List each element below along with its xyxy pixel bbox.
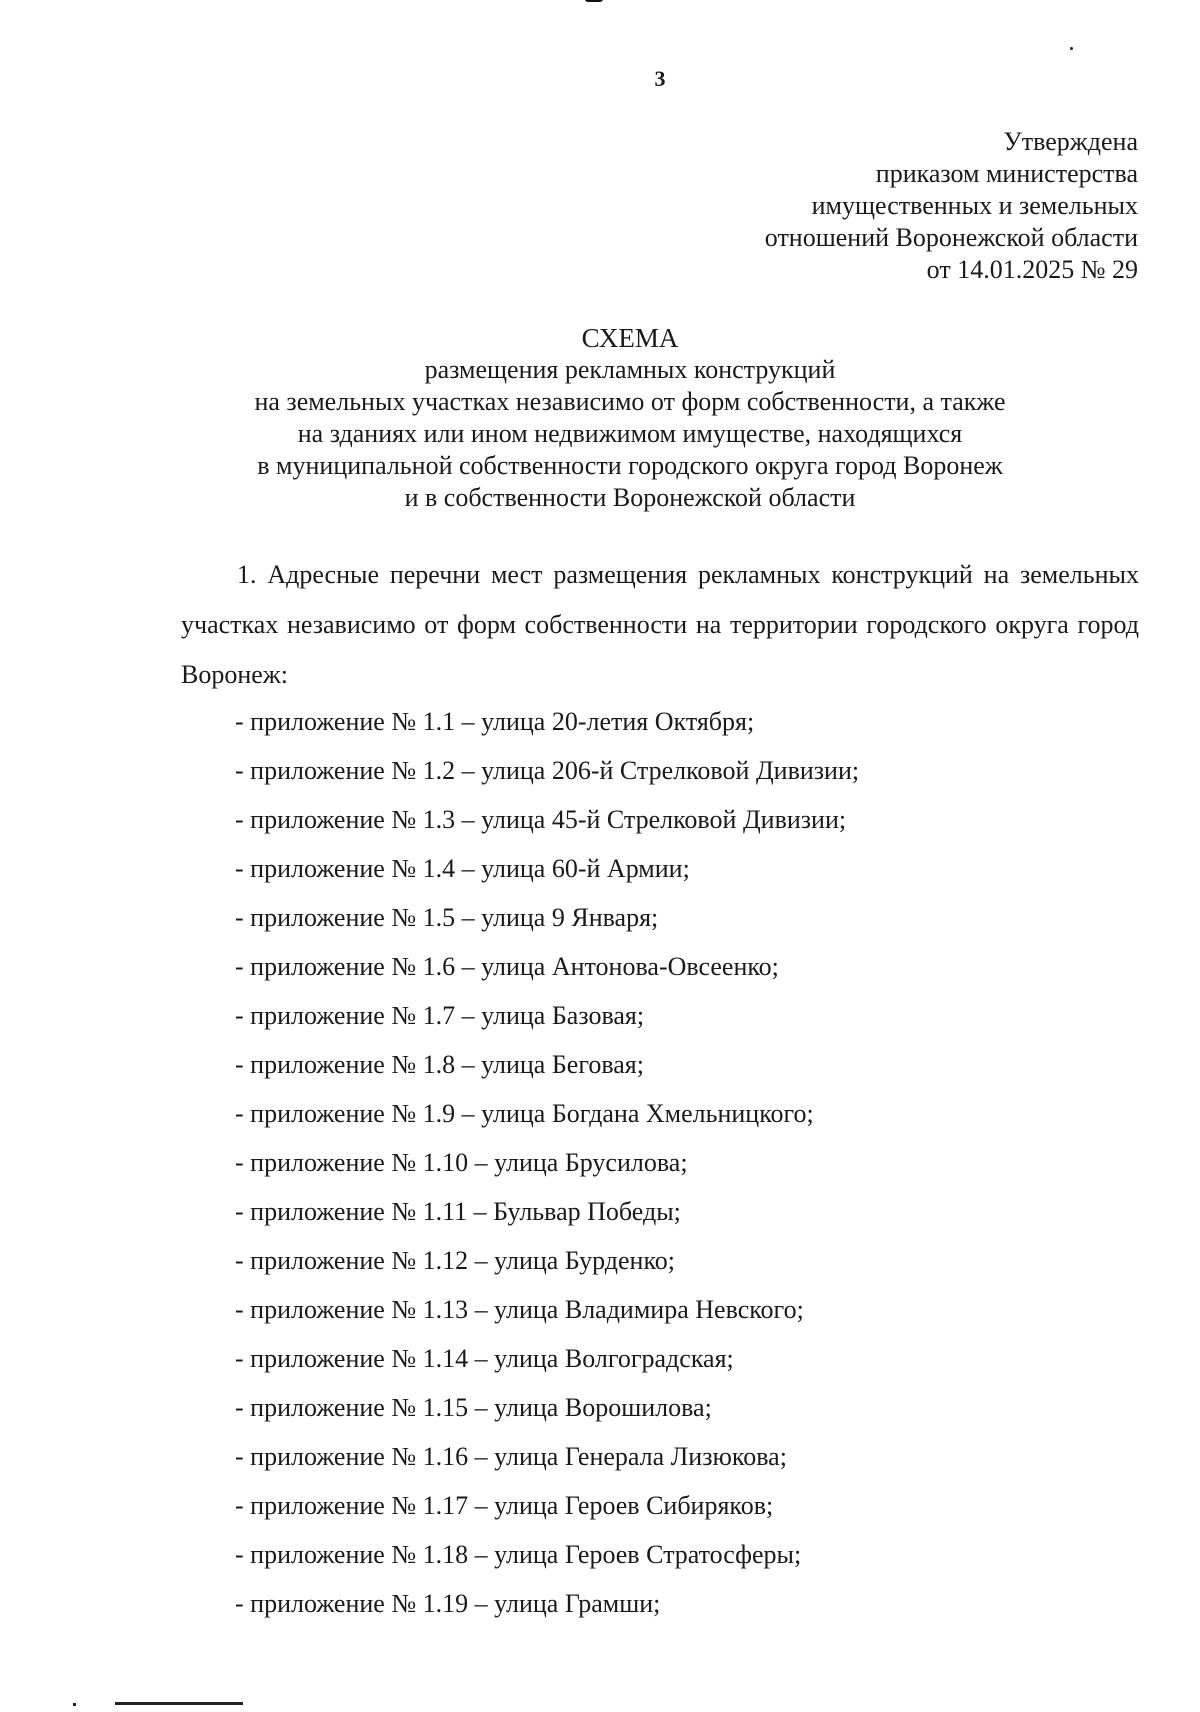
approval-line: Утверждена xyxy=(1003,127,1138,156)
title-heading: СХЕМА xyxy=(581,323,679,353)
title-line: на зданиях или ином недвижимом имуществе, находящихся xyxy=(297,419,963,448)
title-line: в муниципальной собственности городского округа город Воронеж xyxy=(257,451,1003,480)
page-number: 3 xyxy=(654,66,666,91)
section-1-paragraph xyxy=(181,550,1139,700)
list-item: - приложение № 1.2 – улица 206-й Стрелковой Дивизии; xyxy=(235,756,860,785)
list-item: - приложение № 1.13 – улица Владимира Невского; xyxy=(235,1295,804,1324)
section-1-text: 1. Адресные перечни мест размещения рекламных конструкций на земельных участках независимо от форм собственности на территории городского округа город Воронеж: xyxy=(181,560,1139,689)
list-item: - приложение № 1.19 – улица Грамши; xyxy=(235,1589,661,1618)
list-item: - приложение № 1.6 – улица Антонова-Овсеенко; xyxy=(235,952,779,981)
approval-line: приказом министерства xyxy=(875,159,1138,188)
list-item: - приложение № 1.9 – улица Богдана Хмельницкого; xyxy=(235,1099,814,1128)
title-line: размещения рекламных конструкций xyxy=(424,355,836,384)
list-item: - приложение № 1.12 – улица Бурденко; xyxy=(235,1246,676,1275)
list-item: - приложение № 1.10 – улица Брусилова; xyxy=(235,1148,688,1177)
appendix-list xyxy=(235,697,859,1628)
list-item: - приложение № 1.4 – улица 60-й Армии; xyxy=(235,854,690,883)
list-item: - приложение № 1.8 – улица Беговая; xyxy=(235,1050,644,1079)
list-item: - приложение № 1.17 – улица Героев Сибиряков; xyxy=(235,1491,774,1520)
title-line: на земельных участках независимо от форм собственности, а также xyxy=(254,387,1006,416)
title-line: и в собственности Воронежской области xyxy=(404,483,856,512)
list-item: - приложение № 1.1 – улица 20-летия Октября; xyxy=(235,707,755,736)
list-item: - приложение № 1.11 – Бульвар Победы; xyxy=(235,1197,681,1226)
scan-speck xyxy=(73,1703,76,1706)
list-item: - приложение № 1.5 – улица 9 Января; xyxy=(235,903,659,932)
previous-page-number-fragment xyxy=(585,0,603,2)
list-item: - приложение № 1.16 – улица Генерала Лизюкова; xyxy=(235,1442,787,1471)
approval-line: отношений Воронежской области xyxy=(764,223,1138,252)
approval-stamp-block xyxy=(765,126,1138,286)
list-item: - приложение № 1.14 – улица Волгоградская; xyxy=(235,1344,734,1373)
list-item: - приложение № 1.15 – улица Ворошилова; xyxy=(235,1393,712,1422)
approval-line: имущественных и земельных xyxy=(811,191,1138,220)
list-item: - приложение № 1.3 – улица 45-й Стрелковой Дивизии; xyxy=(235,805,847,834)
list-item: - приложение № 1.18 – улица Героев Стратосферы; xyxy=(235,1540,802,1569)
footnote-rule xyxy=(115,1702,243,1705)
document-title xyxy=(170,322,1090,514)
list-item: - приложение № 1.7 – улица Базовая; xyxy=(235,1001,645,1030)
approval-date-number: от 14.01.2025 № 29 xyxy=(926,255,1138,284)
scan-speck xyxy=(1070,47,1073,50)
